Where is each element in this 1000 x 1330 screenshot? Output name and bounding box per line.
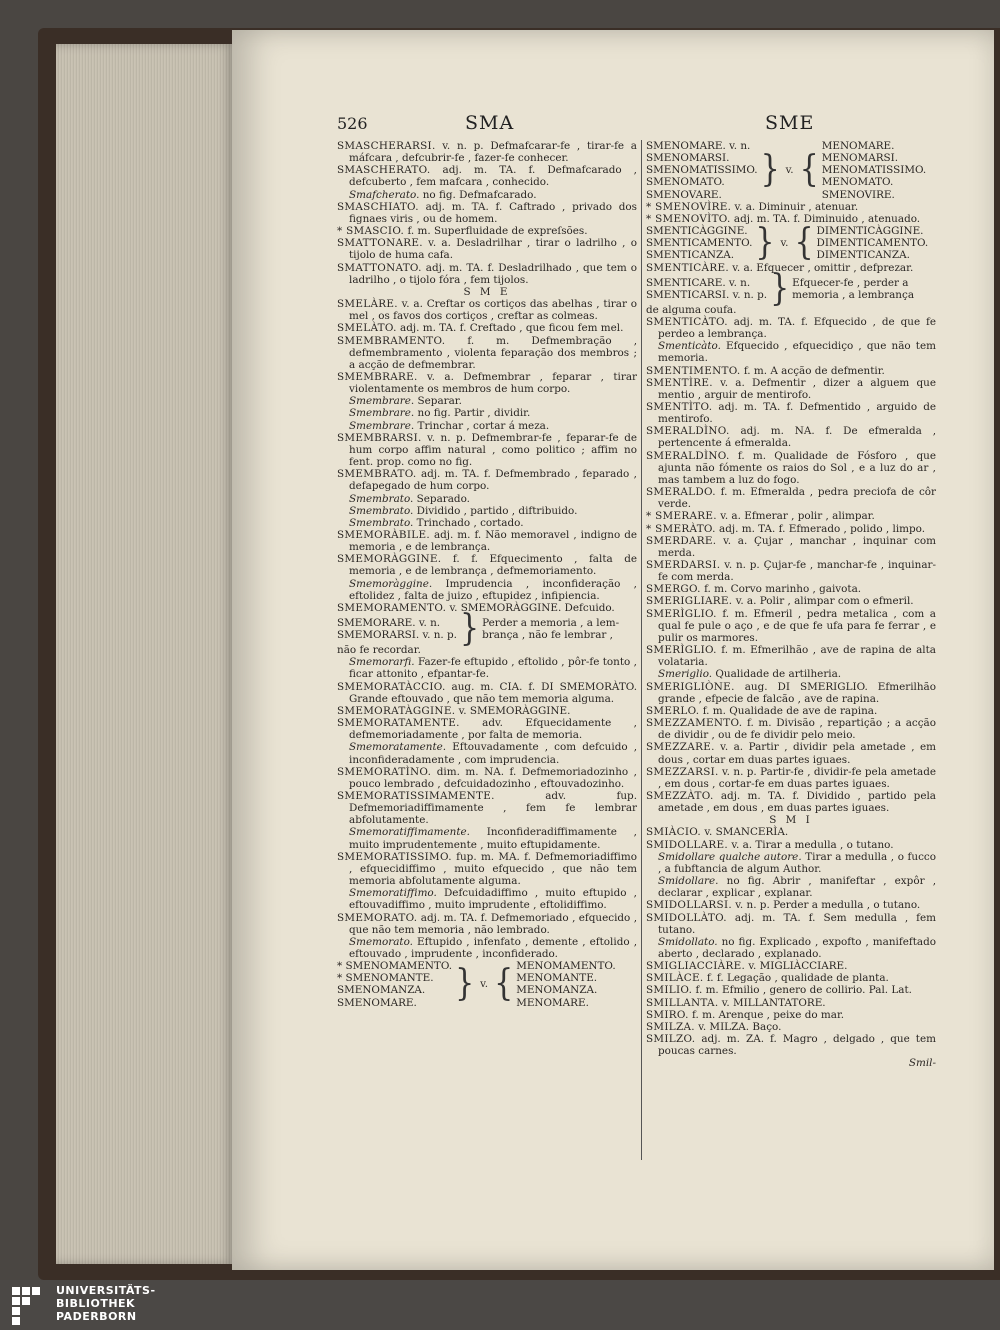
- entry-headword: SMEMORATISSIMAMENTE.: [337, 789, 495, 802]
- group-headwords: [337, 960, 452, 1009]
- dictionary-entry: [646, 510, 936, 522]
- dictionary-entry: [337, 790, 637, 826]
- entry-sense: [337, 517, 637, 529]
- entry-definition: v. a. Efquecer , omittir , defprezar.: [728, 261, 914, 274]
- library-line-3: PADERBORN: [56, 1310, 137, 1323]
- sense-definition: Trinchar , cortar á meza.: [414, 419, 550, 432]
- sense-lemma: Smidollato.: [658, 935, 718, 948]
- sense-lemma: Smemoratiffimamente.: [349, 826, 470, 839]
- sense-definition: no fig. Explicado , expofto , manifeftado aberto , declarado , explanado.: [658, 935, 936, 960]
- entry-definition: adj. m. TA. f. Creftado , que ficou fem mel.: [396, 322, 624, 335]
- sense-lemma: Smembrare.: [349, 395, 415, 408]
- catchword: Smil-: [908, 1057, 936, 1070]
- dictionary-entry: [337, 335, 637, 371]
- bracketed-entry-group: [646, 221, 936, 264]
- dictionary-entry: [646, 201, 936, 213]
- entry-headword: SMATTONARE.: [337, 237, 423, 250]
- entry-headword: SMEMORAMENTO.: [337, 601, 447, 614]
- entry-definition: f. m. Efmerilhão , ave de rapina de alta volataria.: [658, 644, 936, 669]
- dictionary-entry: [337, 468, 637, 492]
- entry-sense: [337, 407, 637, 419]
- entry-headword: * SMASCIO.: [337, 225, 405, 238]
- dictionary-entry: [337, 140, 637, 164]
- dictionary-entry: [646, 912, 936, 936]
- entry-headword: SMELÀRE.: [337, 298, 398, 311]
- dictionary-entry: [337, 371, 637, 395]
- entry-headword: SMERÌGLIO.: [646, 644, 717, 657]
- brace-glyph: {: [494, 962, 514, 1005]
- entry-headword: SMEMORATÌNO.: [337, 765, 432, 778]
- entry-sense: [337, 578, 637, 602]
- dictionary-entry: [646, 262, 936, 274]
- entry-definition: f. m. Qualidade de ave de rapina.: [699, 704, 878, 717]
- entry-headword: SMIGLIACCIÀRE.: [646, 960, 746, 973]
- group-headwords: [337, 617, 457, 641]
- entry-definition: v. n. p. Defmembrar-fe , feparar-fe de hum corpo affim natural , como politico ; affim no fent. prop. como no fig.: [349, 431, 637, 469]
- brace-glyph: }: [459, 607, 480, 650]
- entry-headword: SMEMORATÀCCIO.: [337, 680, 446, 693]
- entry-headword: SMERIGLIÒNE.: [646, 680, 735, 693]
- group-target: MENOMANTE.: [516, 972, 598, 985]
- dictionary-entry: [646, 681, 936, 705]
- entry-headword: SMEMORATÀGGINE.: [337, 704, 456, 717]
- entry-headword: SMIÀCIO.: [646, 826, 702, 839]
- entry-definition: f. f. Legação , qualidade de planta.: [703, 972, 889, 985]
- entry-definition: v. SMEMORÀGGINE.: [455, 704, 571, 717]
- group-target: MENOMANZA.: [516, 984, 598, 997]
- page-number: 526: [337, 114, 368, 133]
- entry-sense: [337, 887, 637, 911]
- entry-definition: adj. m. TA. f. Caftrado , privado dos fignaes viris , ou de homem.: [349, 200, 637, 225]
- sense-definition: Tirar a medulla , o fucco , a fubftancia de algum Author.: [658, 850, 936, 875]
- group-headword: SMENOMANZA.: [337, 984, 426, 997]
- group-target: DIMENTICANZA.: [816, 249, 910, 262]
- entry-headword: SMEZZÀTO.: [646, 789, 714, 802]
- group-target: MENOMAMENTO.: [516, 960, 616, 973]
- group-target: MENOMATO.: [821, 176, 894, 189]
- entry-headword: SMILZA.: [646, 1020, 695, 1033]
- sense-lemma: Smeriglio.: [658, 668, 713, 681]
- sense-lemma: Smembrare.: [349, 419, 415, 432]
- entry-definition: dim. m. NA. f. Defmemoriadozinho , pouco lembrado , defcuidadozinho , eftouvadozinho.: [349, 765, 637, 790]
- group-target: Efquecer-fe , perder a: [792, 276, 909, 289]
- library-line-2: BIBLIOTHEK: [56, 1297, 136, 1310]
- dictionary-entry: [646, 766, 936, 790]
- entry-definition: f. m. Defmembração , defmembramento , violenta feparação dos membros ; a acção de defmembrar.: [349, 334, 637, 371]
- entry-headword: SMENTÌRE.: [646, 376, 713, 389]
- dictionary-entry: [337, 681, 637, 705]
- entry-headword: SMIDOLLÀTO.: [646, 911, 727, 924]
- entry-headword: SMIRO.: [646, 1008, 689, 1021]
- entry-headword: * SMENOVÌTO.: [646, 212, 731, 225]
- entry-definition: adj. m. TA. f. Defmafcarado , defcuberto , fem mafcara , conhecido.: [349, 164, 637, 189]
- entry-definition: f. m. Superfluidade de expreſsões.: [404, 225, 588, 238]
- entry-headword: SMERALDO.: [646, 486, 716, 499]
- entry-definition: adj. m. TA. f. Defmembrado , feparado , defapegado de hum corpo.: [349, 468, 637, 493]
- entry-definition: aug. DI SMERIGLIO. Efmerilhão grande , efpecie de falcão , ave de rapina.: [658, 680, 936, 705]
- entry-definition: adj. m. TA. f. Defmemoriado , efquecido , que não tem memoria , não lembrado.: [349, 911, 637, 936]
- sense-lemma: Smembrato.: [349, 516, 414, 529]
- dictionary-entry: [646, 401, 936, 425]
- entry-headword: SMERALDÌNO.: [646, 425, 730, 438]
- entry-headword: SMEMBRARE.: [337, 370, 418, 383]
- group-target: MENOMATISSIMO.: [821, 164, 927, 177]
- group-headword: SMENOMARSI.: [646, 152, 730, 165]
- entry-headword: SMASCHIATO.: [337, 200, 419, 213]
- group-headword: SMENTICÀGGINE.: [646, 225, 748, 238]
- library-name: [56, 1284, 156, 1323]
- entry-definition: v. a. Defmentir , dizer a alguem que mentio , arguir de mentirofo.: [658, 376, 936, 401]
- left-column: [337, 140, 637, 1009]
- group-headword: SMENTICARSI. v. n. p.: [646, 288, 768, 301]
- group-headword: SMENTICANZA.: [646, 249, 735, 262]
- group-target: MENOMARSI.: [821, 152, 899, 165]
- sense-lemma: Smemorarfi.: [349, 656, 415, 669]
- section-heading: S M I: [769, 814, 813, 827]
- sense-definition: Defcuidadiffimo , muito eftupido , eftouvadiffimo , muito imprudente , eftolidiffimo.: [349, 887, 637, 912]
- entry-definition: f. m. Efmeralda , pedra preciofa de côr verde.: [658, 486, 936, 511]
- group-target: DIMENTICÀGGINE.: [816, 225, 924, 238]
- right-column: [646, 140, 936, 1070]
- entry-definition: f. m. Efmeril , pedra metalica , com a qual fe pule o aço , e de que fe ufa para fe ferrar , e pulir os marmores.: [658, 607, 936, 644]
- group-target: DIMENTICAMENTO.: [816, 237, 929, 250]
- entry-headword: SMENTICÀTO.: [646, 315, 728, 328]
- brace-glyph: {: [794, 221, 814, 264]
- dictionary-entry: [646, 972, 936, 984]
- entry-definition: v. SMEMORÀGGINE. Defcuido.: [446, 601, 615, 614]
- entry-sense: [337, 826, 637, 850]
- dictionary-entry: [646, 425, 936, 449]
- entry-definition: v. a. Çujar , manchar , inquinar com merda.: [658, 534, 936, 559]
- sense-definition: Inconfideradiffimamente , muito imprudentemente , muito eftupidamente.: [349, 826, 637, 851]
- dictionary-entry: [337, 322, 637, 334]
- entry-headword: SMEMBRAMENTO.: [337, 334, 446, 347]
- entry-definition: v. MILLANTATORE.: [718, 996, 826, 1009]
- entry-definition: adj. m. TA. f. Diminuido , atenuado.: [730, 212, 921, 225]
- dictionary-entry: [337, 851, 637, 887]
- group-headword: SMEMORARE. v. n.: [337, 616, 441, 629]
- group-target: MENOMARE.: [821, 140, 895, 152]
- dictionary-entry: [337, 201, 637, 225]
- entry-definition: v. n. p. Perder a medulla , o tutano.: [731, 899, 921, 912]
- entry-definition: v. a. Efmerar , polir , alimpar.: [716, 510, 875, 523]
- entry-definition: v. a. Tirar a medulla , o tutano.: [728, 838, 894, 851]
- group-headword: SMEMORARSI. v. n. p.: [337, 629, 457, 642]
- entry-definition: v. a. Partir , dividir pela ametade , em dous , cortar em duas partes iguaes.: [658, 741, 936, 766]
- entry-headword: SMEMORATISSIMO.: [337, 850, 452, 863]
- dictionary-entry: [337, 298, 637, 322]
- group-headword: SMENOMATO.: [646, 176, 725, 189]
- dictionary-entry: [646, 1009, 936, 1021]
- dictionary-entry: [337, 529, 637, 553]
- entry-definition: v. a. Creftar os cortiços das abelhas , tirar o mel , os favos dos cortiços , creftar as colmeas.: [349, 298, 637, 323]
- dictionary-entry: [646, 717, 936, 741]
- section-heading: S M E: [463, 285, 511, 298]
- group-reference: v.: [785, 164, 794, 177]
- entry-headword: SMEZZAMENTO.: [646, 717, 743, 730]
- sense-definition: Efquecido , efquecidiço , que não tem memoria.: [658, 340, 936, 365]
- group-target: SMENOVIRE.: [821, 188, 895, 201]
- dictionary-entry: [337, 602, 637, 614]
- entry-headword: SMILIO.: [646, 984, 693, 997]
- entry-sense: [337, 189, 637, 201]
- sense-lemma: Smembrare.: [349, 407, 415, 420]
- entry-sense: [337, 420, 637, 432]
- group-headwords: [646, 277, 767, 301]
- entry-headword: SMENTÌTO.: [646, 400, 713, 413]
- sense-lemma: Smemorato.: [349, 935, 413, 948]
- entry-sense: [646, 851, 936, 875]
- dictionary-entry: [646, 644, 936, 668]
- group-target: MENOMARE.: [516, 996, 589, 1009]
- dictionary-entry: [646, 839, 936, 851]
- entry-headword: SMERALDÌNO.: [646, 449, 730, 462]
- entry-definition: adj. m. TA. f. Desladrilhado , que tem o ladrilho , o tijolo fóra , fem tijolos.: [349, 261, 637, 286]
- sense-lemma: Smidollare qualche autore.: [658, 850, 802, 863]
- entry-headword: SMEZZARSI.: [646, 765, 719, 778]
- dictionary-entry: [337, 164, 637, 188]
- dictionary-entry: [646, 960, 936, 972]
- entry-headword: * SMERÀTO.: [646, 522, 716, 535]
- dictionary-entry: [646, 583, 936, 595]
- entry-sense: [337, 656, 637, 680]
- entry-definition: f. m. Efmilio , genero de collirio. Pal. Lat.: [692, 984, 912, 997]
- left-running-head: SMA: [465, 112, 515, 134]
- entry-headword: SMERDARE.: [646, 534, 717, 547]
- entry-headword: SMERÌGLIO.: [646, 607, 717, 620]
- dictionary-entry: [646, 997, 936, 1009]
- entry-definition: v. MILZA. Baço.: [694, 1020, 782, 1033]
- entry-definition: f. m. Divisão , repartição ; a acção de dividir , ou de fe dividir pelo meio.: [658, 717, 936, 742]
- entry-definition: v. a. Defmembrar , feparar , tirar violentamente os membros de hum corpo.: [349, 370, 637, 396]
- group-headword: SMENOMARE.: [337, 996, 417, 1009]
- entry-headword: SMEMORÀBILE.: [337, 529, 430, 541]
- entry-headword: SMELÀTO.: [337, 322, 397, 335]
- entry-sense: [337, 741, 637, 765]
- entry-headword: SMILLANTA.: [646, 996, 719, 1009]
- dictionary-entry: [646, 377, 936, 401]
- column-divider: [641, 140, 642, 1160]
- sense-lemma: Smenticàto.: [658, 340, 721, 353]
- dictionary-entry: [337, 553, 637, 577]
- dictionary-entry: [646, 608, 936, 644]
- entry-headword: SMIDOLLARE.: [646, 838, 729, 851]
- group-headwords: [646, 225, 752, 261]
- dictionary-entry: [337, 766, 637, 790]
- entry-headword: SMIDOLLARSI.: [646, 899, 732, 912]
- dictionary-entry: [646, 595, 936, 607]
- sense-definition: Separar.: [414, 395, 462, 408]
- sense-definition: Eftupido , infenfato , demente , eftolido , eftouvado , imprudente , inconfiderado.: [349, 935, 637, 960]
- group-reference: v.: [780, 237, 789, 250]
- group-targets: [792, 277, 914, 301]
- group-headwords: [646, 140, 758, 201]
- dictionary-entry: [646, 365, 936, 377]
- sense-lemma: Smembrato.: [349, 504, 414, 517]
- entry-definition: adj. m. f. Não memoravel , indigno de memoria , e de lembrança.: [349, 529, 637, 554]
- dictionary-entry: [337, 705, 637, 717]
- entry-definition: v. a. Polir , alimpar com o efmeril.: [732, 595, 914, 608]
- group-targets: [516, 960, 615, 1009]
- group-headword: SMENOVARE.: [646, 188, 722, 201]
- entry-definition: adv. Efquecidamente , defmemoriadamente , por falta de memoria.: [349, 717, 637, 742]
- brace-glyph: }: [770, 267, 790, 310]
- dictionary-entry: [646, 523, 936, 535]
- entry-headword: SMASCHERARSI.: [337, 140, 436, 152]
- dictionary-entry: [337, 717, 637, 741]
- group-reference: v.: [480, 978, 489, 991]
- entry-sense: [646, 936, 936, 960]
- dictionary-entry: [337, 432, 637, 468]
- entry-definition: adv. fup. Defmemoriadiffimamente , fem fe lembrar abfolutamente.: [349, 789, 637, 827]
- sense-lemma: Smembrato.: [349, 492, 414, 505]
- sense-lemma: Smafcherato.: [349, 188, 420, 201]
- dictionary-entry: [337, 237, 637, 261]
- group-targets: [482, 617, 619, 641]
- entry-headword: SMERGO.: [646, 583, 701, 596]
- entry-sense: [646, 875, 936, 899]
- bracketed-entry-group: [646, 140, 936, 201]
- group-headword: SMENTICARE. v. n.: [646, 276, 751, 289]
- entry-headword: * SMENOVÌRE.: [646, 200, 732, 213]
- entry-definition: v. SMANCERÌA.: [701, 826, 789, 839]
- entry-sense: [337, 936, 637, 960]
- entry-headword: SMEMORATO.: [337, 911, 418, 924]
- entry-definition: adj. m. TA. f. Efquecido , de que fe perdeo a lembrança.: [658, 315, 936, 341]
- right-running-head: SME: [765, 112, 815, 134]
- entry-definition: adj. m. TA. f. Defmentido , arguido de mentirofo.: [658, 400, 936, 426]
- group-target: brança , não fe lembrar ,: [482, 629, 613, 642]
- entry-headword: SMEZZARE.: [646, 741, 715, 754]
- entry-definition: adj. m. TA. f. Sem medulla , fem tutano.: [658, 911, 936, 936]
- entry-definition: aug. m. CIA. f. DI SMEMORÀTO. Grande eftouvado , que não tem memoria alguma.: [349, 680, 637, 705]
- dictionary-entry: [337, 225, 637, 237]
- dictionary-entry: [646, 1033, 936, 1057]
- dictionary-entry: [646, 535, 936, 559]
- dictionary-entry: [646, 790, 936, 814]
- entry-definition: adj. m. ZA. f. Magro , delgado , que tem poucas carnes.: [658, 1033, 936, 1058]
- entry-definition: f. m. Qualidade de Fósforo , que ajunta não fómente os raios do Sol , e a luz do ar , mas tambem a luz do fogo.: [658, 449, 936, 486]
- entry-definition: f. m. Arenque , peixe do mar.: [688, 1008, 845, 1021]
- entry-definition: adj. m. TA. f. Efmerado , polido , limpo.: [715, 522, 926, 535]
- sense-definition: no fig. Partir , dividir.: [414, 407, 531, 420]
- entry-definition: v. n. p. Çujar-fe , manchar-fe , inquinar-fe com merda.: [658, 559, 936, 584]
- brace-glyph: {: [799, 148, 819, 191]
- dictionary-entry: [646, 984, 936, 996]
- entry-headword: SMILÀCE.: [646, 972, 704, 985]
- entry-headword: SMEMBRARSI.: [337, 431, 422, 444]
- group-headword: * SMENOMANTE.: [337, 972, 434, 985]
- dictionary-entry: [646, 1021, 936, 1033]
- entry-headword: * SMERARE.: [646, 510, 717, 523]
- entry-sense: [337, 395, 637, 407]
- entry-definition: v. MIGLIÀCCIARE.: [745, 960, 848, 973]
- entry-sense: [646, 340, 936, 364]
- entry-definition: adj. m. TA. f. Dividido , partido pela ametade , em dous , em duas partes iguaes.: [658, 789, 936, 815]
- group-targets: [822, 140, 926, 201]
- dictionary-entry: [646, 486, 936, 510]
- entry-headword: SMATTONATO.: [337, 261, 422, 274]
- group-headword: SMENOMARE. v. n.: [646, 140, 751, 152]
- dictionary-entry: [646, 450, 936, 486]
- sense-definition: no fig. Abrir , manifeftar , expôr , declarar , explicar , explanar.: [658, 875, 936, 900]
- brace-glyph: }: [760, 148, 780, 191]
- entry-headword: SMERLO.: [646, 704, 700, 717]
- dictionary-entry: [646, 705, 936, 717]
- sense-definition: Fazer-fe eftupido , eftolido , pôr-fe tonto , ficar attonito , efpantar-fe.: [349, 656, 637, 681]
- dictionary-entry: [646, 899, 936, 911]
- entry-headword: SMERDARSI.: [646, 559, 721, 571]
- group-continuation: de alguma coufa.: [646, 303, 737, 316]
- sense-lemma: Smemoratiffimo.: [349, 887, 437, 900]
- brace-glyph: }: [755, 221, 775, 264]
- entry-definition: v. a. Desladrilhar , tirar o ladrilho , o tijolo de huma cafa.: [349, 237, 637, 262]
- entry-definition: fup. m. MA. f. Defmemoriadiffimo , efquecidiffimo , muito efquecido , que não tem memoria abfolutamente alguma.: [349, 850, 637, 888]
- group-headword: * SMENOMAMENTO.: [337, 960, 453, 973]
- group-headword: SMENOMATISSIMO.: [646, 164, 758, 177]
- entry-sense: [646, 668, 936, 680]
- entry-definition: f. m. A acção de defmentir.: [740, 364, 885, 377]
- group-target: memoria , a lembrança: [792, 288, 915, 301]
- entry-sense: [337, 505, 637, 517]
- group-target: Perder a memoria , a lem-: [482, 616, 620, 629]
- dictionary-entry: [646, 741, 936, 765]
- sense-definition: Imprudencia , inconfideração , eftolidez , falta de juizo , eftupidez , infipiencia.: [349, 577, 637, 602]
- dictionary-entry: [646, 316, 936, 340]
- dictionary-entry: [646, 213, 936, 225]
- entry-definition: adj. m. NA. f. De efmeralda , pertencente á efmeralda.: [658, 425, 936, 450]
- library-line-1: UNIVERSITÄTS-: [56, 1284, 156, 1297]
- sense-definition: Eftouvadamente , com defcuido , inconfideradamente , com imprudencia.: [349, 741, 637, 766]
- entry-headword: SMENTICÀRE.: [646, 261, 729, 274]
- group-headword: SMENTICAMENTO.: [646, 237, 753, 250]
- page-edges: [56, 44, 234, 1264]
- sense-definition: Trinchado , cortado.: [413, 516, 524, 529]
- entry-sense: [337, 493, 637, 505]
- dictionary-entry: [646, 559, 936, 583]
- sense-definition: Qualidade de artilheria.: [712, 668, 842, 681]
- sense-lemma: Smidollare.: [658, 875, 719, 888]
- group-continuation: não fe recordar.: [337, 644, 421, 657]
- entry-definition: v. n. p. Partir-fe , dividir-fe pela ametade , em dous , cortar-fe em duas partes iguaes.: [658, 765, 936, 790]
- entry-headword: SMEMORÀGGINE.: [337, 553, 442, 566]
- group-targets: [817, 225, 929, 261]
- entry-definition: v. n. p. Defmafcarar-fe , tirar-fe a máfcara , defcubrir-fe , fazer-fe conhecer.: [349, 140, 637, 165]
- bracketed-entry-group: [337, 960, 637, 1009]
- dictionary-entry: [646, 826, 936, 838]
- dictionary-entry: [337, 262, 637, 286]
- entry-headword: SMERIGLIARE.: [646, 595, 733, 608]
- sense-definition: Dividido , partido , diftribuido.: [413, 504, 578, 517]
- sense-definition: no fig. Defmafcarado.: [419, 188, 537, 201]
- sense-lemma: Smemoràggine.: [349, 577, 433, 590]
- entry-headword: SMILZO.: [646, 1033, 696, 1046]
- dictionary-entry: [337, 912, 637, 936]
- entry-definition: v. a. Diminuir , atenuar.: [731, 200, 859, 213]
- entry-headword: SMEMBRATO.: [337, 468, 417, 481]
- entry-headword: SMENTIMENTO.: [646, 364, 741, 377]
- sense-lemma: Smemoratamente.: [349, 741, 447, 754]
- sense-definition: Separado.: [413, 492, 470, 505]
- entry-headword: SMEMORATAMENTE.: [337, 717, 460, 730]
- entry-definition: f. m. Corvo marinho , gaivota.: [700, 583, 862, 596]
- entry-headword: SMASCHERATO.: [337, 164, 431, 177]
- entry-definition: f. f. Efquecimento , falta de memoria , e de lembrança , defmemoriamento.: [349, 553, 637, 578]
- brace-glyph: }: [455, 962, 475, 1005]
- library-logo-icon: [10, 1283, 52, 1327]
